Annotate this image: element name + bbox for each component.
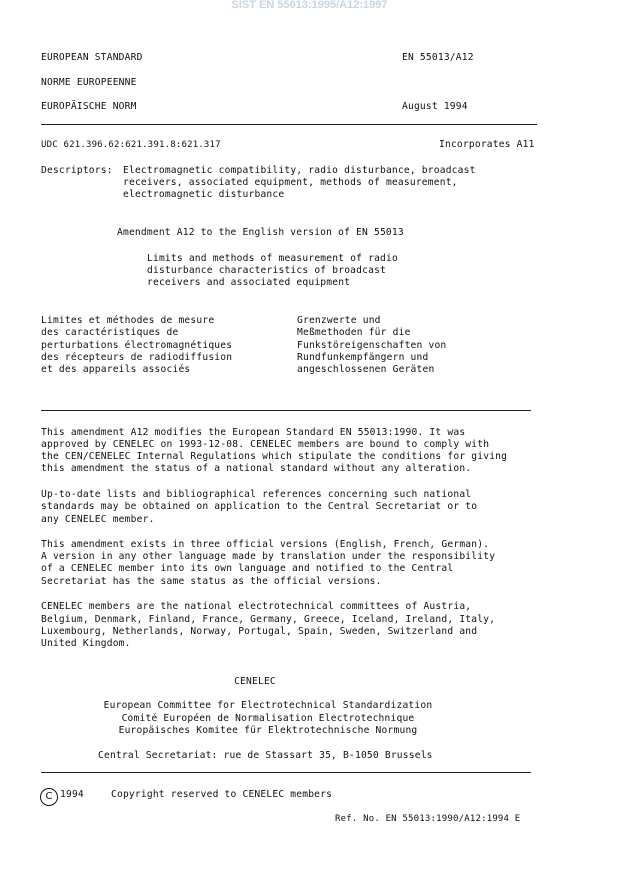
header-rule — [41, 124, 537, 125]
descriptors-line: Electromagnetic compatibility, radio disturbance, broadcast — [123, 165, 476, 176]
paragraph-line: United Kingdom. — [41, 638, 131, 649]
org-acronym: CENELEC — [234, 676, 276, 687]
descriptors-line: receivers, associated equipment, methods of measurement, — [123, 177, 458, 188]
paragraph-line: This amendment A12 modifies the European Standard EN 55013:1990. It was — [41, 427, 466, 438]
paragraph-line: This amendment exists in three official versions (English, French, German). — [41, 539, 490, 550]
title-en: EUROPEAN STANDARD — [41, 52, 143, 63]
title-rule — [41, 410, 531, 411]
paragraph-line: this amendment the status of a national standard without any alteration. — [41, 463, 472, 474]
amendment-title: Amendment A12 to the English version of EN 55013 — [117, 227, 404, 238]
paragraph-line: Belgium, Denmark, Finland, France, Germany, Greece, Iceland, Ireland, Italy, — [41, 614, 496, 625]
main-title-line: disturbance characteristics of broadcast — [147, 265, 387, 276]
paragraph-line: A version in any other language made by translation under the responsibility — [41, 551, 496, 562]
paragraph-line: the CEN/CENELEC Internal Regulations which stipulate the conditions for giving — [41, 451, 508, 462]
german-title-line: Rundfunkempfängern und — [297, 352, 429, 363]
paragraph-line: standards may be obtained on application to the Central Secretariat or to — [41, 501, 478, 512]
main-title-line: Limits and methods of measurement of radio — [147, 253, 398, 264]
org-name-en: European Committee for Electrotechnical Standardization — [103, 700, 433, 711]
udc-code: UDC 621.396.62:621.391.8:621.317 — [41, 140, 221, 150]
french-title-line: des caractéristiques de — [41, 327, 179, 338]
copyright-text: Copyright reserved to CENELEC members — [111, 789, 333, 800]
french-title-line: et des appareils associés — [41, 364, 191, 375]
title-de: EUROPÄISCHE NORM — [41, 101, 137, 112]
paragraph-line: of a CENELEC member into its own language and notified to the Central — [41, 563, 454, 574]
incorporates: Incorporates A11 — [439, 139, 535, 150]
paragraph-line: CENELEC members are the national electrotechnical committees of Austria, — [41, 601, 472, 612]
org-name-de: Europäisches Komitee für Elektrotechnische Normung — [118, 725, 418, 736]
french-title-line: perturbations électromagnétiques — [41, 340, 233, 351]
descriptors-label: Descriptors: — [41, 165, 113, 176]
paragraph-line: any CENELEC member. — [41, 514, 155, 525]
doc-number: EN 55013/A12 — [402, 52, 474, 63]
paragraph-line: Luxembourg, Netherlands, Norway, Portugal, Spain, Sweden, Switzerland and — [41, 626, 478, 637]
main-title-line: receivers and associated equipment — [147, 277, 351, 288]
title-fr: NORME EUROPEENNE — [41, 77, 137, 88]
paragraph-line: Secretariat has the same status as the official versions. — [41, 576, 382, 587]
copyright-year: 1994 — [60, 789, 84, 800]
org-name-fr: Comité Européen de Normalisation Electrotechnique — [121, 713, 415, 724]
german-title-line: Funkstöreigenschaften von — [297, 340, 447, 351]
german-title-line: angeschlossenen Geräten — [297, 364, 435, 375]
paragraph-line: approved by CENELEC on 1993-12-08. CENELEC members are bound to comply with — [41, 439, 490, 450]
french-title-line: des récepteurs de radiodiffusion — [41, 352, 233, 363]
date: August 1994 — [402, 101, 468, 112]
french-title-line: Limites et méthodes de mesure — [41, 315, 215, 326]
descriptors-line: electromagnetic disturbance — [123, 189, 285, 200]
footer-rule — [41, 772, 531, 773]
copyright-icon: C — [40, 788, 58, 806]
org-secretariat: Central Secretariat: rue de Stassart 35, B-1050 Brussels — [98, 750, 433, 761]
german-title-line: Meßmethoden für die — [297, 327, 411, 338]
reference-number: Ref. No. EN 55013:1990/A12:1994 E — [335, 814, 521, 824]
watermark: SIST EN 55013:1995/A12:1997 — [231, 0, 388, 11]
paragraph-line: Up-to-date lists and bibliographical references concerning such national — [41, 489, 472, 500]
german-title-line: Grenzwerte und — [297, 315, 381, 326]
